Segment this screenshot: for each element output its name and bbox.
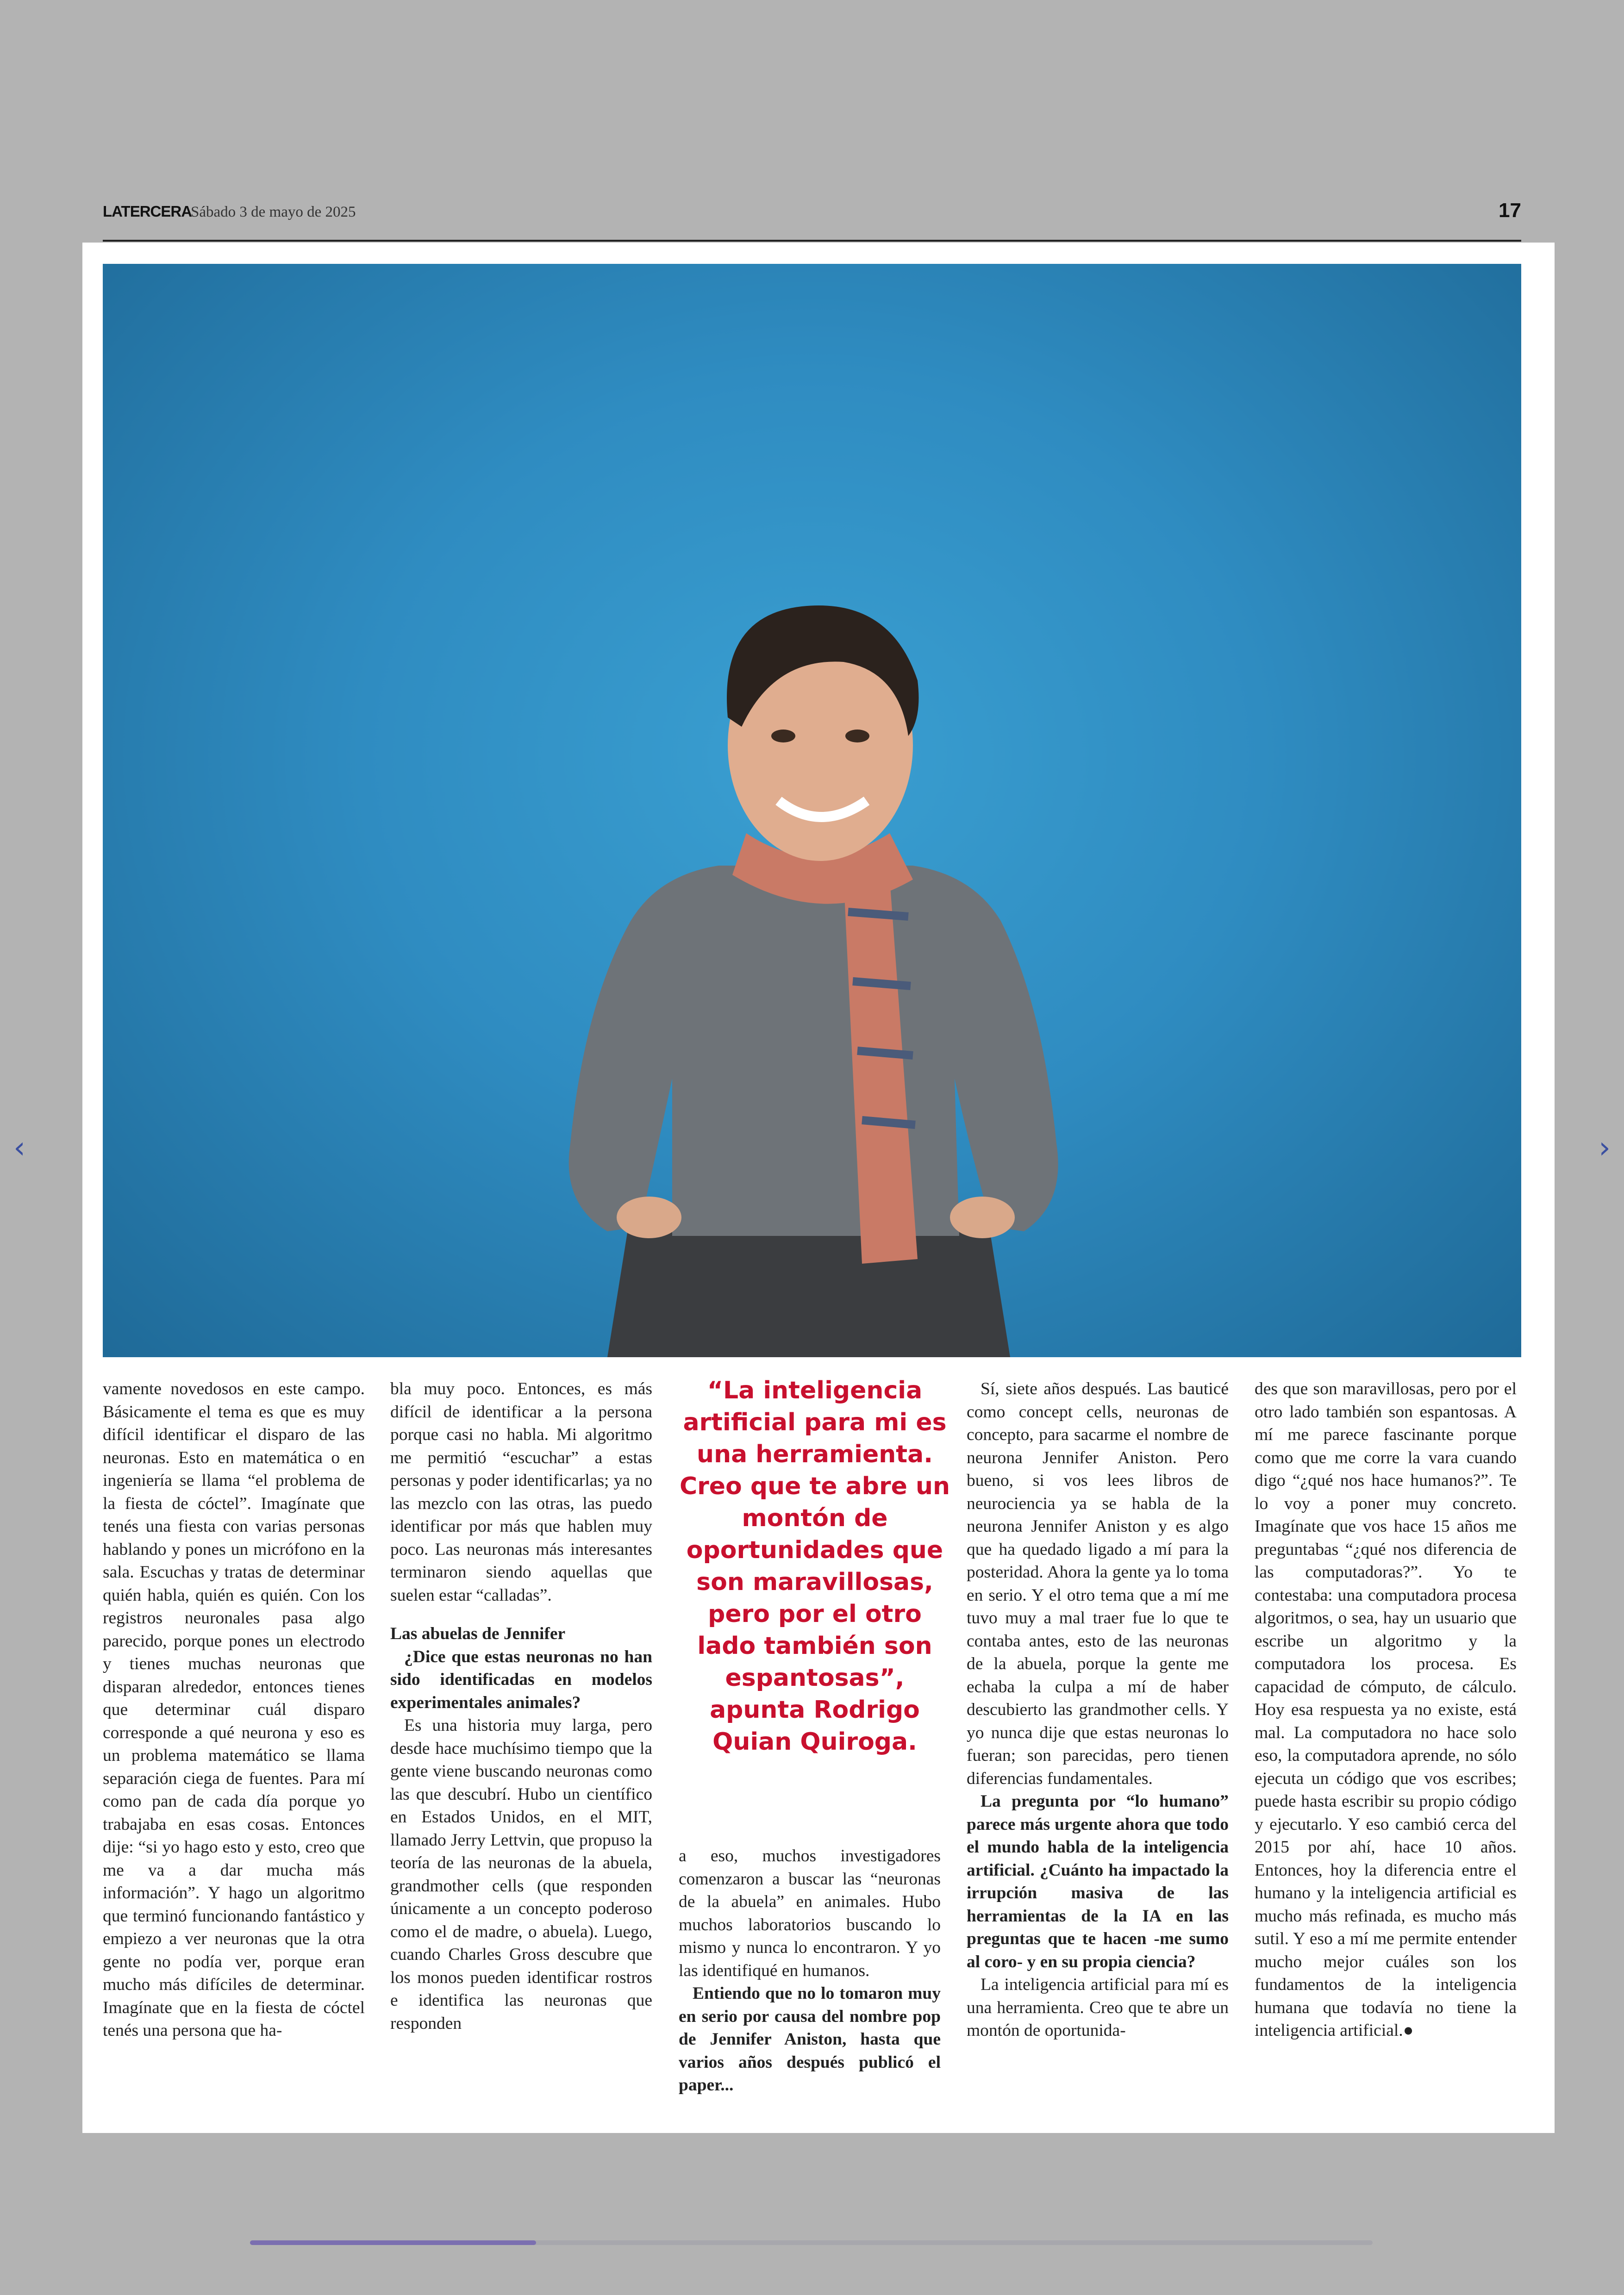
interview-answer: Es una historia muy larga, pero desde hace muchísimo tiempo que la gente viene buscando neuronas como las que descubrí. Hubo un científico en Estados Unidos, en el MIT, llamado Jerry Lettvin, que propuso la teoría de las neuronas de la abuela, grandmother cells (que responden únicamente a un concepto poderoso como el de madre, o abuela). Luego, cuando Charles Gross descubre que los monos pueden identificar rostros e identifica las neuronas que responden [390, 1716, 652, 2033]
issue-date: Sábado 3 de mayo de 2025 [191, 204, 356, 220]
article-column-3 [679, 1845, 941, 2113]
column-text-body: des que son maravillosas, pero por el otro lado también son espantosas. A mí me parece fascinante porque como que me corre la vara cuando digo “¿qué nos hace humanos?”. Te lo voy a poner muy concreto. Imagínate que vos hace 15 años me preguntabas “¿qué nos diferencia de las computadoras?”. Yo te contestaba: una computadora procesa algoritmos, o sea, hay un usuario que escribe un algoritmo y la computadora los procesa. Es capacidad de cómputo, de cálculo. Hoy esa respuesta ya no existe, está mal. La computadora no hace solo eso, la computadora aprende, no sólo ejecuta un código que vos escribes; puede hasta escribir su propio código y ejecutarlo. Y eso cambió cerca del 2015 por ahí, hace 10 años. Entonces, hoy la diferencia entre el humano y la inteligencia artificial es mucho más refinada, es mucho más sutil. Y eso a mí me permite entender mucho mejor cuáles son los fundamentos de la inteligencia humana que todavía no tiene la inteligencia artificial. [1255, 1379, 1517, 2040]
reading-progress-fill [250, 2240, 536, 2245]
page-header [103, 199, 1521, 242]
interview-question: ¿Dice que estas neuronas no han sido identificadas en modelos experimentales animales? [390, 1647, 652, 1712]
page-number: 17 [1499, 199, 1521, 222]
pull-quote: “La inteligencia artificial para mi es una herramienta. Creo que te abre un montón de oportunidades que son maravillosas, pero por el otro lado también son espantosas”, apunta Rodrigo Quian Quiroga. [679, 1377, 950, 1756]
portrait-photo [103, 264, 1521, 1357]
column-text: bla muy poco. Entonces, es más difícil de identificar a la persona porque casi no habla. Mi algoritmo me permitió “escuchar” a estas personas y poder identificarlas; ya no las mezclo con las otras, las puedo identificar por más que hablen muy poco. Las neuronas más interesantes terminaron siendo aquellas que suelen estar “calladas”. [390, 1379, 652, 1605]
section-subhead: Las abuelas de Jennifer [390, 1624, 566, 1643]
column-text [1255, 1378, 1517, 2042]
portrait-illustration [103, 264, 1521, 1357]
article-column-5 [1255, 1378, 1517, 2109]
column-text: a eso, muchos investigadores comenzaron a buscar las “neuronas de la abuela” en animales. Hubo muchos laboratorios buscando lo mismo y nunca lo encontraron. Y yo las identifiqué en humanos. [679, 1846, 941, 1980]
brand-logo: LATERCERA [103, 203, 192, 220]
interview-answer: La inteligencia artificial para mí es una herramienta. Creo que te abre un montón de oportunida- [967, 1975, 1229, 2040]
chevron-left-icon[interactable]: ‹ [13, 1131, 25, 1165]
article-column-1 [103, 1378, 365, 2109]
chevron-right-icon[interactable]: › [1599, 1131, 1611, 1165]
end-mark-icon: ● [1403, 2021, 1414, 2040]
article-column-2 [390, 1378, 652, 2109]
interview-answer: Sí, siete años después. Las bauticé como concept cells, neuronas de concepto, para sacarme el nombre de neurona Jennifer Aniston. Pero bueno, si vos lees libros de neurociencia ya se habla de la neurona Jennifer Aniston y es algo que ha quedado ligado a mí para la posteridad. Ahora la gente ya lo toma en serio. Y el otro tema que a mí me tuvo muy a mal traer fue lo que te contaba antes, esto de las neuronas de la abuela, porque la gente me echaba la culpa a mí de haber descubierto las grandmother cells. Y yo nunca dije que estas neuronas lo fueran; son parecidas, pero tienen diferencias fundamentales. [967, 1379, 1229, 1788]
article-column-4 [967, 1378, 1229, 2109]
reading-progress-bar[interactable] [250, 2240, 1373, 2245]
column-text: vamente novedosos en este campo. Básicamente el tema es que es muy difícil identificar el disparo de las neuronas. Esto en matemática o en ingeniería se llama “el problema de la fiesta de cóctel”. Imagínate que tenés una fiesta con varias personas hablando y pones un micrófono en la sala. Escuchas y tratas de determinar quién habla, quién es quién. Con los registros neuronales pasa algo parecido, porque pones un electrodo y tienes muchas neuronas que disparan alrededor, entonces tienes que determinar cuál disparo corresponde a qué neurona y eso es un problema matemático se llama separación ciega de fuentes. Para mí como pan de cada día porque yo trabajaba en esas cosas. Entonces dije: “si yo hago esto y esto, creo que me va a dar mucha más información”. Y hago un algoritmo que terminó funcionando fantástico y empiezo a ver neuronas que la otra gente no podía ver, porque eran mucho más difíciles de determinar. Imagínate que en la fiesta de cóctel tenés una persona que ha- [103, 1379, 365, 2040]
interview-question: La pregunta por “lo humano” parece más urgente ahora que todo el mundo habla de la inteligencia artificial. ¿Cuánto ha impactado la irrupción masiva de las herramientas de la IA en las preguntas que te hacen -me sumo al coro- y en su propia ciencia? [967, 1792, 1229, 1971]
interview-question: Entiendo que no lo tomaron muy en serio por causa del nombre pop de Jennifer Aniston, hasta que varios años después publicó el paper... [679, 1984, 941, 2095]
